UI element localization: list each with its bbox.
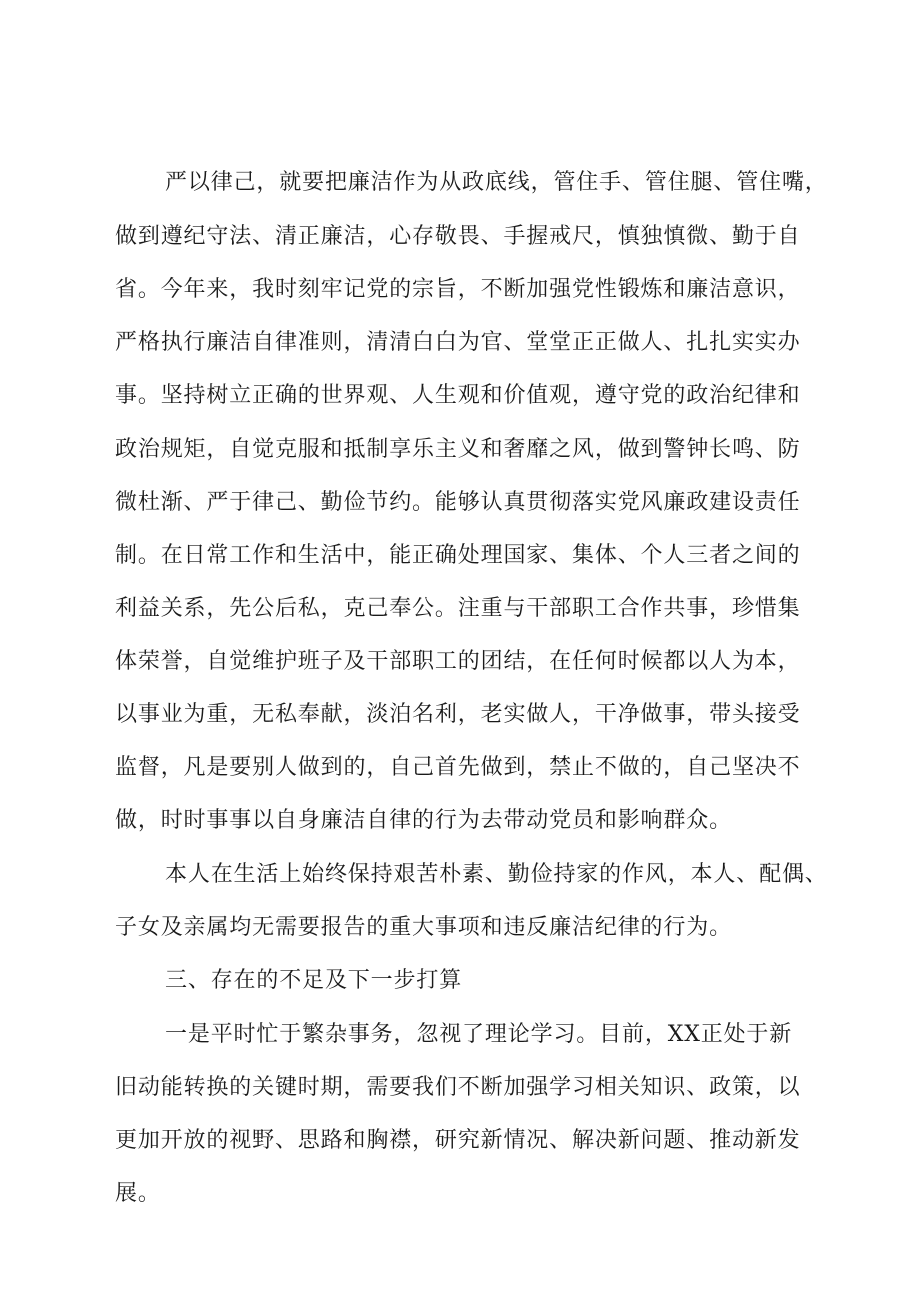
paragraph-4-line-2: 旧动能转换的关键时期，需要我们不断加强学习相关知识、政策，以 — [115, 1075, 801, 1100]
paragraph-1-line-11: 以事业为重，无私奉献，淡泊名利，老实做人，干净做事，带头接受 — [115, 702, 801, 727]
paragraph-4-line-4: 展。 — [115, 1181, 161, 1206]
paragraph-4-line-1: 一是平时忙于繁杂事务，忽视了理论学习。目前，XX正处于新 — [165, 1022, 793, 1047]
paragraph-2-line-2: 子女及亲属均无需要报告的重大事项和违反廉洁纪律的行为。 — [115, 915, 732, 940]
paragraph-1-line-5: 事。坚持树立正确的世界观、人生观和价值观，遵守党的政治纪律和 — [115, 383, 801, 408]
paragraph-1-line-3: 省。今年来，我时刻牢记党的宗旨，不断加强党性锻炼和廉洁意识， — [115, 277, 801, 302]
paragraph-1-line-4: 严格执行廉洁自律准则，清清白白为官、堂堂正正做人、扎扎实实办 — [115, 330, 801, 355]
paragraph-4-line-3: 更加开放的视野、思路和胸襟，研究新情况、解决新问题、推动新发 — [115, 1128, 801, 1153]
paragraph-2-line-1: 本人在生活上始终保持艰苦朴素、勤俭持家的作风，本人、配偶、 — [165, 862, 828, 887]
paragraph-1-line-13: 做，时时事事以自身廉洁自律的行为去带动党员和影响群众。 — [115, 808, 732, 833]
section-heading: 三、存在的不足及下一步打算 — [165, 968, 463, 993]
paragraph-1-line-1: 严以律己，就要把廉洁作为从政底线，管住手、管住腿、管住嘴， — [165, 170, 828, 195]
paragraph-1-line-6: 政治规矩，自觉克服和抵制享乐主义和奢靡之风，做到警钟长鸣、防 — [115, 437, 801, 462]
paragraph-1-line-2: 做到遵纪守法、清正廉洁，心存敬畏、手握戒尺，慎独慎微、勤于自 — [115, 224, 801, 249]
paragraph-1-line-10: 体荣誉，自觉维护班子及干部职工的团结，在任何时候都以人为本， — [115, 649, 801, 674]
paragraph-1-line-9: 利益关系，先公后私，克己奉公。注重与干部职工合作共事，珍惜集 — [115, 596, 801, 621]
paragraph-1-line-8: 制。在日常工作和生活中，能正确处理国家、集体、个人三者之间的 — [115, 543, 801, 568]
paragraph-1-line-12: 监督，凡是要别人做到的，自己首先做到，禁止不做的，自己坚决不 — [115, 755, 801, 780]
paragraph-1-line-7: 微杜渐、严于律己、勤俭节约。能够认真贯彻落实党风廉政建设责任 — [115, 490, 801, 515]
